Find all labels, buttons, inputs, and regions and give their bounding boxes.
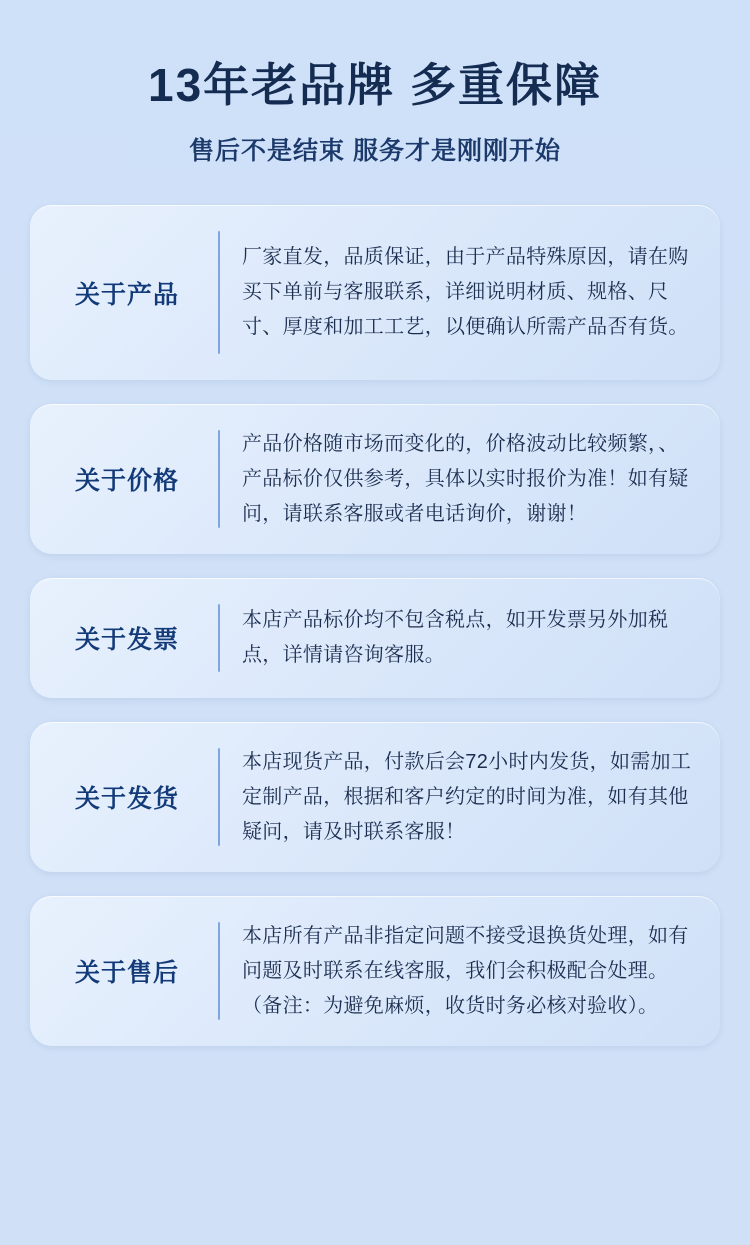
- card-label: 关于售后: [74, 959, 179, 988]
- card-label: 关于发货: [74, 785, 179, 814]
- page-subtitle: 售后不是结束 服务才是刚刚开始: [189, 137, 561, 166]
- info-card-invoice: [30, 578, 720, 698]
- info-card-list: [30, 205, 720, 1046]
- page-header: [30, 0, 720, 167]
- card-label: 关于发票: [74, 626, 179, 655]
- info-card-after-sales: [30, 896, 720, 1046]
- card-label: 关于价格: [74, 467, 179, 496]
- info-card-price: [30, 404, 720, 554]
- info-card-product: [30, 205, 720, 380]
- card-text: 厂家直发，品质保证，由于产品特殊原因，请在购买下单前与客服联系，详细说明材质、规格、尺寸、厚度和加工工艺，以便确认所需产品否有货。: [242, 246, 689, 339]
- page-title: 13年老品牌 多重保障: [148, 59, 602, 111]
- info-card-shipping: [30, 722, 720, 872]
- card-text: 产品价格随市场而变化的，价格波动比较频繁，、产品标价仅供参考，具体以实时报价为准！如有疑问，请联系客服或者电话询价，谢谢！: [242, 432, 689, 525]
- card-label: 关于产品: [74, 280, 179, 309]
- card-text: 本店产品标价均不包含税点，如开发票另外加税点，详情请咨询客服。: [242, 609, 669, 667]
- card-text: 本店现货产品，付款后会72小时内发货，如需加工定制产品，根据和客户约定的时间为准，如有其他疑问，请及时联系客服！: [242, 750, 692, 843]
- card-text: 本店所有产品非指定问题不接受退换货处理，如有问题及时联系在线客服，我们会积极配合处理。（备注：为避免麻烦，收货时务必核对验收）。: [242, 924, 689, 1017]
